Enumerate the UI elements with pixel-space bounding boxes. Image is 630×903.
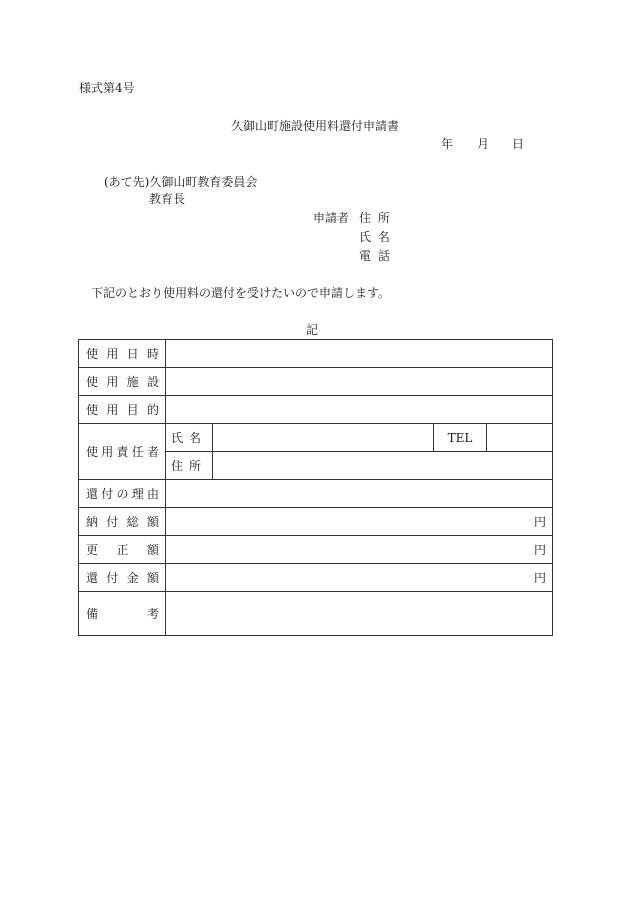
refund-reason-field[interactable] bbox=[166, 480, 553, 508]
responsible-address-label: 住 所 bbox=[166, 452, 213, 480]
refund-reason-label: 還 付 の 理 由 bbox=[79, 480, 166, 508]
responsible-address-field[interactable] bbox=[213, 452, 553, 480]
table-row bbox=[79, 508, 553, 536]
responsible-name-field[interactable] bbox=[213, 424, 434, 452]
refund-amount-field[interactable] bbox=[166, 564, 553, 592]
table-row bbox=[79, 564, 553, 592]
refund-amount-label: 還 付 金 額 bbox=[79, 564, 166, 592]
total-paid-label: 納 付 総 額 bbox=[79, 508, 166, 536]
facility-label: 使 用 施 設 bbox=[79, 368, 166, 396]
total-paid-field[interactable] bbox=[166, 508, 553, 536]
table-row bbox=[79, 592, 553, 636]
use-date-field[interactable] bbox=[166, 340, 553, 368]
tel-field[interactable] bbox=[487, 424, 553, 452]
date-year-label: 年 bbox=[441, 137, 454, 151]
facility-field[interactable] bbox=[166, 368, 553, 396]
ki-heading: 記 bbox=[306, 323, 319, 337]
application-table bbox=[78, 339, 553, 636]
table-row bbox=[79, 396, 553, 424]
applicant-address-label: 住 所 bbox=[359, 211, 390, 225]
purpose-label: 使 用 目 的 bbox=[79, 396, 166, 424]
yen-unit: 円 bbox=[533, 515, 546, 529]
document-title: 久御山町施設使用料還付申請書 bbox=[231, 119, 400, 133]
yen-unit: 円 bbox=[533, 571, 546, 585]
date-day-label: 日 bbox=[512, 137, 525, 151]
responsible-name-label: 氏 名 bbox=[166, 424, 213, 452]
applicant-phone-label: 電 話 bbox=[359, 249, 390, 263]
table-row bbox=[79, 340, 553, 368]
table-row bbox=[79, 368, 553, 396]
applicant-label: 申請者 bbox=[313, 211, 350, 225]
remarks-field[interactable] bbox=[166, 592, 553, 636]
use-date-label: 使 用 日 時 bbox=[79, 340, 166, 368]
corrected-amount-field[interactable] bbox=[166, 536, 553, 564]
purpose-field[interactable] bbox=[166, 396, 553, 424]
form-number: 様式第4号 bbox=[79, 81, 135, 95]
table-row bbox=[79, 480, 553, 508]
table-row bbox=[79, 536, 553, 564]
applicant-name-label: 氏 名 bbox=[359, 230, 390, 244]
date-month-label: 月 bbox=[477, 137, 490, 151]
yen-unit: 円 bbox=[533, 543, 546, 557]
remarks-label: 備 考 bbox=[79, 592, 166, 636]
tel-label: TEL bbox=[434, 424, 487, 452]
corrected-amount-label: 更 正 額 bbox=[79, 536, 166, 564]
addressee: (あて先)久御山町教育委員会 bbox=[104, 175, 258, 189]
intro-text: 下記のとおり使用料の還付を受けたいので申請します。 bbox=[91, 286, 391, 300]
responsible-person-label: 使 用 責 任 者 bbox=[79, 424, 166, 480]
addressee-title: 教育長 bbox=[149, 192, 186, 206]
table-row bbox=[79, 424, 553, 452]
